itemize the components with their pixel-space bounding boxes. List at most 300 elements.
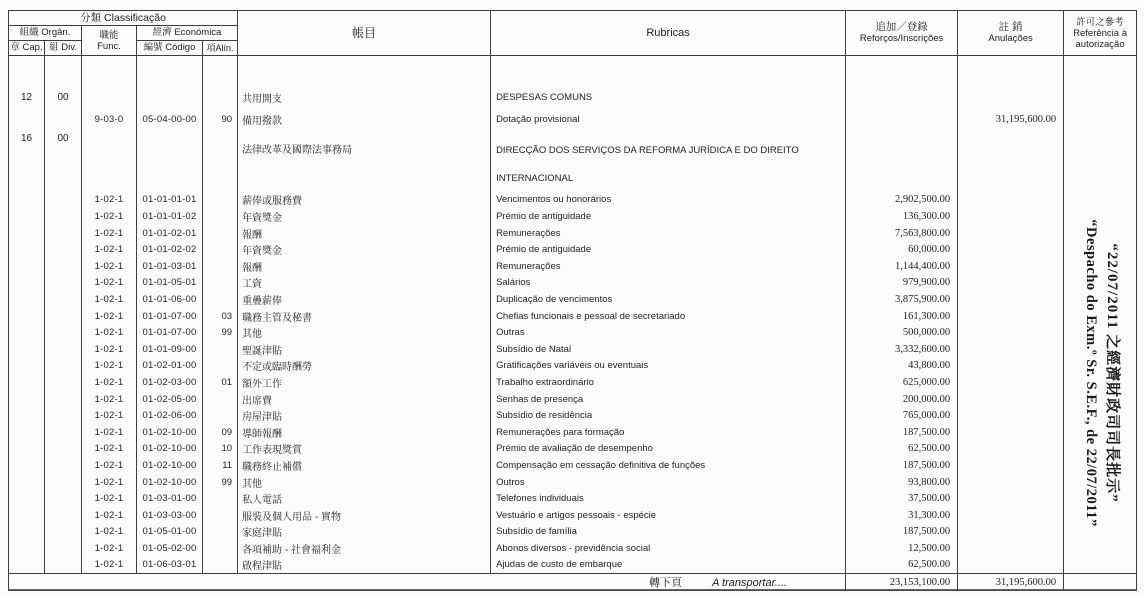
- table-row: [9, 133, 1137, 192]
- cell-cap: [9, 225, 45, 242]
- cell-func: 1-02-1: [82, 192, 137, 209]
- cell-func: 1-02-1: [82, 424, 137, 441]
- cell-rubrica: Prémio de avaliação de desempenho: [491, 441, 846, 458]
- cell-reforco: 1,144,400.00: [846, 258, 958, 275]
- cell-reforco: 625,000.00: [846, 374, 958, 391]
- cell-conta: 家庭津貼: [238, 524, 491, 541]
- cell-conta: 導師報酬: [238, 424, 491, 441]
- cell-conta: 報酬: [238, 225, 491, 242]
- cell-rubrica: Outros: [491, 474, 846, 491]
- authorization-note-zh: “22/07/2011 之經濟財政司司長批示”: [1104, 243, 1120, 503]
- cell-rubrica: Gratificações variáveis ou eventuais: [491, 358, 846, 375]
- table-row: [9, 208, 1137, 225]
- cell-rubrica: Remunerações: [491, 258, 846, 275]
- cell-alin: 11: [203, 457, 238, 474]
- cell-reforco: [846, 133, 958, 192]
- cell-codigo: 01-01-01-01: [137, 192, 203, 209]
- cell-rubrica: Subsídio de família: [491, 524, 846, 541]
- cell-reforco: 2,902,500.00: [846, 192, 958, 209]
- cell-codigo: 01-01-02-02: [137, 241, 203, 258]
- cell-anulacao: [958, 133, 1064, 192]
- header-conta: 帳目: [238, 11, 491, 56]
- cell-anulacao: [958, 391, 1064, 408]
- cell-func: 1-02-1: [82, 258, 137, 275]
- header-rubricas: Rubricas: [491, 11, 846, 56]
- cell-div: [45, 107, 82, 133]
- cell-codigo: 01-01-06-00: [137, 291, 203, 308]
- header-anulacoes-pt: Anulações: [988, 33, 1033, 44]
- cell-div: [45, 225, 82, 242]
- cell-rubrica: [491, 56, 846, 89]
- cell-cap: [9, 474, 45, 491]
- cell-func: [82, 89, 137, 107]
- cell-anulacao: [958, 208, 1064, 225]
- cell-rubrica: Compensação em cessação definitiva de funções: [491, 457, 846, 474]
- cell-codigo: [137, 89, 203, 107]
- cell-reforco: 136,300.00: [846, 208, 958, 225]
- cell-conta: 職務終止補償: [238, 457, 491, 474]
- cell-rubrica: Vencimentos ou honorários: [491, 192, 846, 209]
- cell-alin: [203, 241, 238, 258]
- cell-div: [45, 308, 82, 325]
- cell-anulacao: [958, 241, 1064, 258]
- cell-div: [45, 291, 82, 308]
- cell-cap: [9, 308, 45, 325]
- cell-func: 1-02-1: [82, 457, 137, 474]
- cell-reforco: [846, 56, 958, 89]
- carry-label-zh: 轉下頁: [649, 577, 683, 590]
- cell-func: 1-02-1: [82, 524, 137, 541]
- cell-codigo: 01-01-01-02: [137, 208, 203, 225]
- cell-rubrica: Outras: [491, 324, 846, 341]
- cell-func: 9-03-0: [82, 107, 137, 133]
- cell-func: 1-02-1: [82, 208, 137, 225]
- cell-rubrica: Trabalho extraordinário: [491, 374, 846, 391]
- cell-codigo: 01-01-09-00: [137, 341, 203, 358]
- cell-anulacao: [958, 341, 1064, 358]
- cell-codigo: 01-03-01-00: [137, 490, 203, 507]
- cell-rubrica: Duplicação de vencimentos: [491, 291, 846, 308]
- cell-alin: [203, 192, 238, 209]
- header-reforcos-zh: 追加／登錄: [875, 21, 928, 33]
- cell-anulacao: [958, 457, 1064, 474]
- cell-codigo: [137, 56, 203, 89]
- cell-anulacao: [958, 424, 1064, 441]
- cell-cap: [9, 457, 45, 474]
- cell-cap: [9, 540, 45, 557]
- cell-anulacao: [958, 374, 1064, 391]
- table-row: [9, 557, 1137, 574]
- cell-cap: [9, 557, 45, 574]
- cell-conta: 年資獎金: [238, 208, 491, 225]
- cell-rubrica: Ajudas de custo de embarque: [491, 557, 846, 574]
- cell-div: [45, 208, 82, 225]
- cell-reforco: 979,900.00: [846, 275, 958, 292]
- cell-rubrica: Remunerações para formação: [491, 424, 846, 441]
- cell-func: 1-02-1: [82, 441, 137, 458]
- table-header: [9, 11, 1137, 56]
- cell-anulacao: [958, 291, 1064, 308]
- cell-cap: [9, 341, 45, 358]
- cell-alin: [203, 507, 238, 524]
- cell-conta: 私人電話: [238, 490, 491, 507]
- table-row: [9, 424, 1137, 441]
- cell-div: [45, 457, 82, 474]
- cell-anulacao: [958, 56, 1064, 89]
- cell-codigo: 01-02-10-00: [137, 474, 203, 491]
- cell-codigo: 01-05-02-00: [137, 540, 203, 557]
- budget-amendment-table: [8, 10, 1137, 591]
- cell-ref: [1064, 56, 1137, 89]
- table-row: [9, 374, 1137, 391]
- cell-div: [45, 524, 82, 541]
- table-row: [9, 407, 1137, 424]
- cell-func: 1-02-1: [82, 507, 137, 524]
- cell-div: [45, 557, 82, 574]
- table-row: [9, 324, 1137, 341]
- cell-conta: 法律改革及國際法事務局: [238, 133, 491, 192]
- cell-cap: [9, 407, 45, 424]
- cell-anulacao: [958, 308, 1064, 325]
- cell-func: 1-02-1: [82, 275, 137, 292]
- cell-cap: [9, 56, 45, 89]
- cell-cap: [9, 324, 45, 341]
- cell-div: [45, 407, 82, 424]
- cell-alin: [203, 133, 238, 192]
- cell-conta: 各項補助 - 社會福利金: [238, 540, 491, 557]
- cell-anulacao: [958, 89, 1064, 107]
- cell-codigo: 01-03-03-00: [137, 507, 203, 524]
- cell-func: 1-02-1: [82, 308, 137, 325]
- cell-rubrica: DESPESAS COMUNS: [491, 89, 846, 107]
- cell-anulacao: [958, 490, 1064, 507]
- cell-alin: 01: [203, 374, 238, 391]
- table-row: [9, 225, 1137, 242]
- cell-codigo: 01-02-10-00: [137, 441, 203, 458]
- cell-reforco: 161,300.00: [846, 308, 958, 325]
- cell-codigo: 01-06-03-01: [137, 557, 203, 574]
- cell-alin: [203, 524, 238, 541]
- cell-rubrica: DIRECÇÃO DOS SERVIÇOS DA REFORMA JURÍDICA E DO DIREITO INTERNACIONAL: [491, 133, 846, 192]
- cell-func: 1-02-1: [82, 391, 137, 408]
- authorization-note-pt: “Despacho do Exm.º Sr. S.E.F., de 22/07/2011”: [1083, 219, 1099, 527]
- cell-func: [82, 133, 137, 192]
- cell-conta: 不定或臨時酬勞: [238, 358, 491, 375]
- table-row: [9, 241, 1137, 258]
- cell-rubrica: Salários: [491, 275, 846, 292]
- table-row: [9, 107, 1137, 133]
- cell-conta: 薪俸或服務費: [238, 192, 491, 209]
- carry-total-reforcos: 23,153,100.00: [846, 574, 958, 591]
- cell-anulacao: [958, 540, 1064, 557]
- cell-anulacao: 31,195,600.00: [958, 107, 1064, 133]
- cell-conta: 職務主管及秘書: [238, 308, 491, 325]
- table-row: [9, 89, 1137, 107]
- cell-reforco: 60,000.00: [846, 241, 958, 258]
- cell-reforco: 12,500.00: [846, 540, 958, 557]
- cell-alin: [203, 225, 238, 242]
- cell-cap: [9, 275, 45, 292]
- table-row: [9, 441, 1137, 458]
- cell-anulacao: [958, 225, 1064, 242]
- cell-alin: [203, 56, 238, 89]
- cell-anulacao: [958, 507, 1064, 524]
- cell-anulacao: [958, 275, 1064, 292]
- header-referencia-pt2: autorização: [1075, 38, 1125, 50]
- cell-rubrica: Subsídio de Natal: [491, 341, 846, 358]
- cell-conta: 聖誕津貼: [238, 341, 491, 358]
- cell-reforco: 500,000.00: [846, 324, 958, 341]
- cell-rubrica: Abonos diversos - previdência social: [491, 540, 846, 557]
- header-referencia-zh: 許可之參考: [1076, 16, 1124, 28]
- cell-alin: [203, 391, 238, 408]
- header-codigo: 編號 Código: [137, 41, 203, 56]
- cell-div: [45, 374, 82, 391]
- cell-rubrica: Prémio de antiguidade: [491, 241, 846, 258]
- cell-cap: [9, 241, 45, 258]
- cell-func: 1-02-1: [82, 324, 137, 341]
- cell-conta: 額外工作: [238, 374, 491, 391]
- cell-div: [45, 341, 82, 358]
- cell-codigo: 01-02-10-00: [137, 424, 203, 441]
- cell-alin: [203, 341, 238, 358]
- cell-conta: 其他: [238, 474, 491, 491]
- table-row: [9, 275, 1137, 292]
- cell-alin: 99: [203, 474, 238, 491]
- table-row: [9, 358, 1137, 375]
- carry-total-anulacoes: 31,195,600.00: [958, 574, 1064, 591]
- cell-alin: 90: [203, 107, 238, 133]
- cell-alin: 03: [203, 308, 238, 325]
- cell-reforco: 187,500.00: [846, 457, 958, 474]
- cell-alin: [203, 89, 238, 107]
- cell-func: 1-02-1: [82, 374, 137, 391]
- cell-func: 1-02-1: [82, 241, 137, 258]
- cell-rubrica: Vestuário e artigos pessoais - espécie: [491, 507, 846, 524]
- table-row: [9, 507, 1137, 524]
- cell-reforco: 43,800.00: [846, 358, 958, 375]
- cell-div: [45, 441, 82, 458]
- cell-rubrica: Dotação provisional: [491, 107, 846, 133]
- cell-cap: [9, 374, 45, 391]
- cell-func: 1-02-1: [82, 407, 137, 424]
- table-row: [9, 457, 1137, 474]
- table-row: [9, 391, 1137, 408]
- cell-cap: [9, 391, 45, 408]
- cell-conta: 其他: [238, 324, 491, 341]
- carry-label-pt: A transportar....: [712, 577, 788, 590]
- header-func-pt: Func.: [97, 40, 121, 52]
- cell-reforco: 3,875,900.00: [846, 291, 958, 308]
- cell-div: [45, 474, 82, 491]
- cell-cap: [9, 507, 45, 524]
- cell-conta: 工作表現獎賞: [238, 441, 491, 458]
- header-organ: 組織 Orgân.: [9, 26, 82, 41]
- cell-alin: [203, 557, 238, 574]
- header-div: 組 Div.: [45, 41, 82, 56]
- cell-reforco: 7,563,800.00: [846, 225, 958, 242]
- table-row: [9, 490, 1137, 507]
- cell-conta: 房屋津貼: [238, 407, 491, 424]
- cell-div: [45, 424, 82, 441]
- cell-rubrica: Chefias funcionais e pessoal de secretariado: [491, 308, 846, 325]
- cell-alin: 09: [203, 424, 238, 441]
- cell-alin: [203, 291, 238, 308]
- table-row: [9, 341, 1137, 358]
- cell-codigo: 01-02-05-00: [137, 391, 203, 408]
- table-row: [9, 524, 1137, 541]
- cell-rubrica: Senhas de presença: [491, 391, 846, 408]
- header-func-zh: 職能: [99, 29, 119, 41]
- cell-anulacao: [958, 407, 1064, 424]
- cell-cap: [9, 192, 45, 209]
- cell-alin: [203, 208, 238, 225]
- cell-div: [45, 490, 82, 507]
- cell-codigo: 01-02-06-00: [137, 407, 203, 424]
- cell-div: [45, 275, 82, 292]
- cell-reforco: [846, 89, 958, 107]
- cell-func: 1-02-1: [82, 341, 137, 358]
- cell-codigo: 01-02-10-00: [137, 457, 203, 474]
- table-body: [9, 56, 1137, 574]
- cell-conta: 年資獎金: [238, 241, 491, 258]
- cell-alin: [203, 490, 238, 507]
- cell-conta: 共用開支: [238, 89, 491, 107]
- cell-func: 1-02-1: [82, 358, 137, 375]
- cell-anulacao: [958, 557, 1064, 574]
- cell-conta: 重疊薪俸: [238, 291, 491, 308]
- header-func: [82, 26, 137, 56]
- spacer-row: [9, 56, 1137, 89]
- cell-div: [45, 507, 82, 524]
- cell-conta: 服裝及個人用品 - 實物: [238, 507, 491, 524]
- cell-conta: 報酬: [238, 258, 491, 275]
- table-row: [9, 474, 1137, 491]
- cell-conta: 出席費: [238, 391, 491, 408]
- cell-rubrica: Subsídio de residência: [491, 407, 846, 424]
- header-anulacoes: [958, 11, 1064, 56]
- cell-reforco: 62,500.00: [846, 441, 958, 458]
- page-bottom-rule: [8, 589, 1136, 591]
- cell-div: [45, 241, 82, 258]
- cell-conta: 備用撥款: [238, 107, 491, 133]
- header-anulacoes-zh: 註 銷: [998, 21, 1023, 33]
- table-footer: [9, 574, 1137, 591]
- cell-reforco: 200,000.00: [846, 391, 958, 408]
- cell-func: 1-02-1: [82, 225, 137, 242]
- cell-reforco: 37,500.00: [846, 490, 958, 507]
- cell-anulacao: [958, 192, 1064, 209]
- cell-alin: [203, 407, 238, 424]
- table-row: [9, 540, 1137, 557]
- header-cap: 章 Cap.: [9, 41, 45, 56]
- cell-func: [82, 56, 137, 89]
- cell-ref: [1064, 107, 1137, 133]
- cell-alin: 99: [203, 324, 238, 341]
- authorization-reference-note: [1077, 155, 1123, 591]
- cell-alin: [203, 258, 238, 275]
- cell-div: [45, 324, 82, 341]
- cell-codigo: 01-02-03-00: [137, 374, 203, 391]
- cell-reforco: [846, 107, 958, 133]
- cell-func: 1-02-1: [82, 291, 137, 308]
- cell-ref: [1064, 89, 1137, 107]
- cell-codigo: 01-01-05-01: [137, 275, 203, 292]
- cell-reforco: 765,000.00: [846, 407, 958, 424]
- cell-reforco: 187,500.00: [846, 424, 958, 441]
- cell-codigo: 01-01-02-01: [137, 225, 203, 242]
- cell-cap: [9, 208, 45, 225]
- cell-div: [45, 258, 82, 275]
- header-alin: 項Alín.: [203, 41, 238, 56]
- cell-alin: [203, 358, 238, 375]
- cell-reforco: 93,800.00: [846, 474, 958, 491]
- cell-conta: [238, 56, 491, 89]
- cell-div: 00: [45, 133, 82, 192]
- header-economica: 經濟 Económica: [137, 26, 238, 41]
- header-referencia-pt1: Referência à: [1073, 27, 1127, 39]
- cell-div: [45, 358, 82, 375]
- cell-codigo: 01-01-03-01: [137, 258, 203, 275]
- cell-cap: [9, 358, 45, 375]
- table-row: [9, 258, 1137, 275]
- cell-codigo: 01-01-07-00: [137, 324, 203, 341]
- cell-anulacao: [958, 358, 1064, 375]
- cell-codigo: 01-02-01-00: [137, 358, 203, 375]
- cell-div: [45, 540, 82, 557]
- cell-cap: [9, 424, 45, 441]
- header-referencia: [1064, 11, 1137, 56]
- cell-alin: [203, 275, 238, 292]
- cell-alin: [203, 540, 238, 557]
- cell-codigo: 01-01-07-00: [137, 308, 203, 325]
- cell-cap: [9, 291, 45, 308]
- table-row: [9, 308, 1137, 325]
- cell-codigo: [137, 133, 203, 192]
- carry-forward-cell: [9, 574, 846, 591]
- header-classificacao: 分類 Classificação: [9, 11, 238, 26]
- cell-anulacao: [958, 258, 1064, 275]
- cell-div: [45, 192, 82, 209]
- cell-conta: 工資: [238, 275, 491, 292]
- cell-reforco: 62,500.00: [846, 557, 958, 574]
- cell-cap: 12: [9, 89, 45, 107]
- table-row: [9, 291, 1137, 308]
- cell-cap: [9, 524, 45, 541]
- cell-cap: [9, 107, 45, 133]
- header-reforcos-pt: Reforços/Inscrições: [859, 33, 944, 44]
- header-reforcos: [846, 11, 958, 56]
- cell-cap: [9, 490, 45, 507]
- cell-anulacao: [958, 524, 1064, 541]
- cell-anulacao: [958, 441, 1064, 458]
- cell-codigo: 05-04-00-00: [137, 107, 203, 133]
- cell-rubrica: Remunerações: [491, 225, 846, 242]
- cell-alin: 10: [203, 441, 238, 458]
- cell-func: 1-02-1: [82, 540, 137, 557]
- cell-cap: [9, 441, 45, 458]
- cell-div: [45, 56, 82, 89]
- cell-rubrica: Prémio de antiguidade: [491, 208, 846, 225]
- table-row: [9, 192, 1137, 209]
- cell-anulacao: [958, 474, 1064, 491]
- cell-anulacao: [958, 324, 1064, 341]
- cell-cap: 16: [9, 133, 45, 192]
- cell-func: 1-02-1: [82, 474, 137, 491]
- cell-reforco: 187,500.00: [846, 524, 958, 541]
- cell-func: 1-02-1: [82, 490, 137, 507]
- cell-reforco: 3,332,600.00: [846, 341, 958, 358]
